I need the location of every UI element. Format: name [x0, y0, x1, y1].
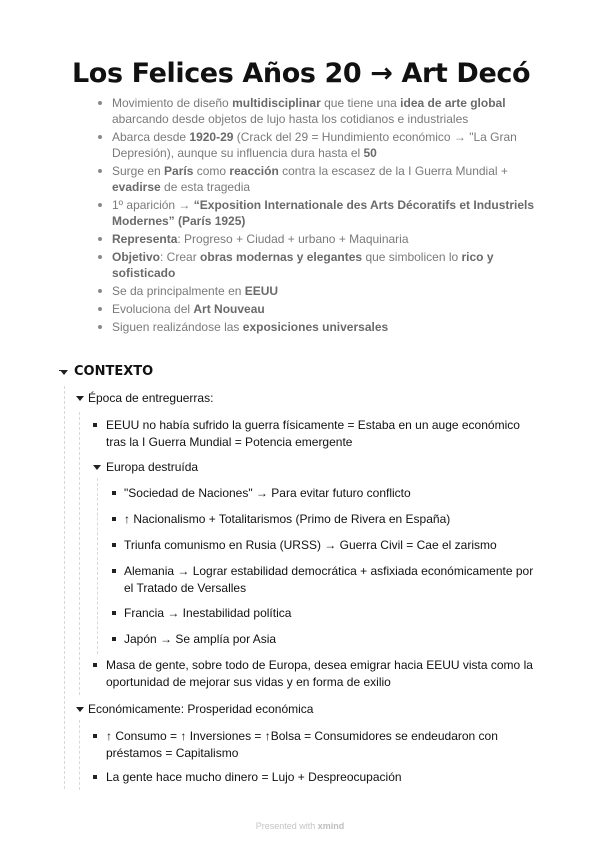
summary-item-bold: multidisciplinar [232, 96, 321, 110]
bullet-icon [93, 775, 97, 779]
node-europa-item: Francia → Inestabilidad política [124, 606, 292, 620]
guide-line [97, 478, 98, 654]
section-heading-contexto: CONTEXTO [74, 364, 154, 379]
summary-item-text: Abarca desde [112, 130, 190, 144]
summary-item-text: : Progreso + Ciudad + urbano + Maquinaria [177, 232, 409, 246]
summary-item [96, 197, 536, 229]
node-economicamente: Económicamente: Prosperidad económica [88, 702, 314, 716]
summary-item [96, 95, 536, 127]
summary-item-bold: 50 [363, 146, 377, 160]
summary-item [96, 319, 536, 335]
node-economia-item: ↑ Consumo = ↑ Inversiones = ↑Bolsa = Consumidores se endeudaron con préstamos = Capitalismo [106, 729, 498, 760]
summary-item [96, 231, 536, 247]
summary-list [96, 95, 536, 337]
summary-item-bold: Representa [112, 232, 178, 246]
summary-item-bold: exposiciones universales [242, 320, 389, 334]
bullet-icon [93, 663, 97, 667]
bullet-icon [93, 734, 97, 738]
node-europa-item: Triunfa comunismo en Rusia (URSS) → Guerra Civil = Cae el zarismo [124, 538, 497, 552]
node-masa: Masa de gente, sobre todo de Europa, desea emigrar hacia EEUU vista como la oportunidad de mejorar sus vidas y en forma de exilio [106, 658, 533, 689]
node-entreguerras: Época de entreguerras: [88, 391, 214, 405]
bullet-icon [112, 637, 116, 641]
bullet-icon [93, 423, 97, 427]
summary-item-text: 1º aparición → [112, 198, 194, 212]
bullet-icon [112, 517, 116, 521]
summary-item-bold: 1920-29 [189, 130, 234, 144]
summary-item-text: que simbolicen lo [362, 250, 462, 264]
footer-credit [0, 821, 600, 831]
node-europa-item: Japón → Se amplía por Asia [124, 632, 277, 646]
collapse-toggle-icon[interactable] [93, 465, 101, 470]
summary-item-text: Movimiento de diseño [112, 96, 233, 110]
summary-item-bold: Art Nouveau [193, 302, 265, 316]
bullet-icon [112, 543, 116, 547]
guide-line [79, 412, 80, 695]
bullet-icon [112, 611, 116, 615]
summary-item [96, 249, 536, 281]
summary-item-bold: obras modernas y elegantes [200, 250, 363, 264]
footer-prefix: Presented with [255, 821, 318, 831]
summary-item [96, 129, 536, 161]
summary-item-bold: idea de arte global [400, 96, 506, 110]
node-eeuu: EEUU no había sufrido la guerra físicamente = Estaba en un auge económico tras la I Guerra Mundial = Potencia emergente [106, 418, 520, 449]
summary-item-bold: Objetivo [112, 250, 161, 264]
summary-item-text: de esta tragedia [160, 180, 251, 194]
node-europa-item: Alemania → Lograr estabilidad democrática + asfixiada económicamente por el Tratado de Versalles [124, 564, 534, 595]
summary-item-bold: rico y sofisticado [112, 250, 494, 280]
footer-brand[interactable]: xmind [317, 821, 345, 831]
bullet-icon [112, 491, 116, 495]
summary-item [96, 283, 536, 299]
node-europa-item: "Sociedad de Naciones" → Para evitar futuro conflicto [124, 486, 411, 500]
summary-item-text: abarcando desde objetos de lujo hasta los cotidianos e industriales [112, 112, 469, 126]
summary-item-bold: reacción [229, 164, 279, 178]
page-title: Los Felices Años 20 → Art Decó [72, 58, 531, 89]
collapse-toggle-icon[interactable] [60, 370, 68, 375]
summary-item-text: Surge en [112, 164, 165, 178]
collapse-toggle-icon[interactable] [76, 396, 84, 401]
summary-item-bold: evadirse [112, 180, 161, 194]
summary-item-text: que tiene una [320, 96, 401, 110]
summary-item-bold: París [164, 164, 194, 178]
summary-item-bold: “Exposition Internationale des Arts Décoratifs et Industriels Modernes” (París 1925) [112, 198, 535, 228]
node-europa-item: ↑ Nacionalismo + Totalitarismos (Primo de Rivera en España) [124, 512, 451, 526]
summary-item-text: (Crack del 29 = Hundimiento económico → "La Gran Depresión), aunque su influencia dura hasta el [112, 130, 517, 160]
summary-item-text: : Crear [160, 250, 201, 264]
summary-item-text: Se da principalmente en [112, 284, 245, 298]
summary-item [96, 301, 536, 317]
collapse-toggle-icon[interactable] [76, 707, 84, 712]
node-economia-item: La gente hace mucho dinero = Lujo + Despreocupación [106, 770, 402, 784]
guide-line [79, 720, 80, 790]
summary-item-text: Evoluciona del [112, 302, 194, 316]
guide-line [64, 386, 65, 789]
bullet-icon [112, 569, 116, 573]
summary-item [96, 163, 536, 195]
summary-item-bold: EEUU [244, 284, 279, 298]
summary-item-text: como [193, 164, 230, 178]
summary-item-text: Siguen realizándose las [112, 320, 243, 334]
summary-item-text: contra la escasez de la I Guerra Mundial + [278, 164, 508, 178]
node-europa: Europa destruída [106, 460, 199, 474]
